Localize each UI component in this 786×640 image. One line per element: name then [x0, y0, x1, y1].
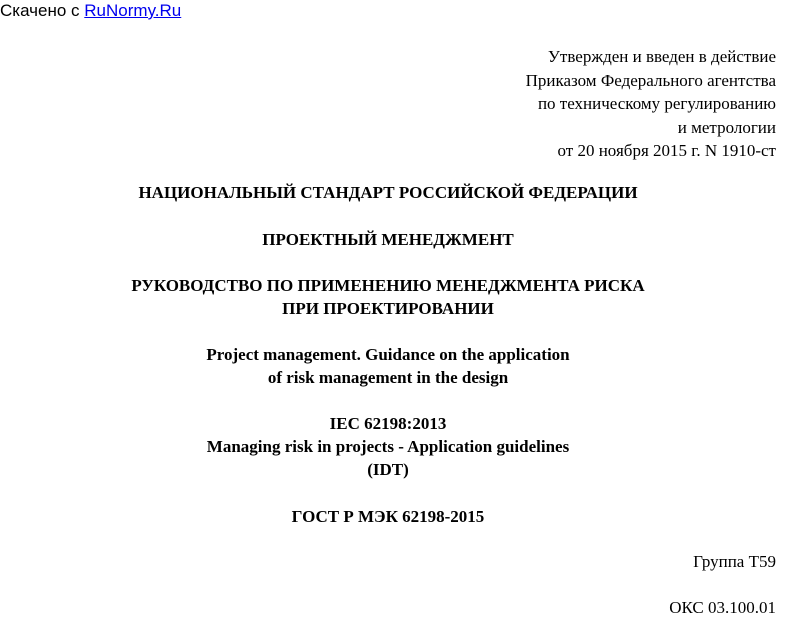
approval-line: Утвержден и введен в действие: [547, 47, 776, 66]
document-title-line: ПРИ ПРОЕКТИРОВАНИИ: [282, 299, 494, 318]
source-link[interactable]: RuNormy.Ru: [84, 1, 182, 20]
approval-line: по техническому регулированию: [537, 94, 776, 113]
approval-line: от 20 ноября 2015 г. N 1910-ст: [557, 141, 776, 160]
oks-code: ОКС 03.100.01: [669, 598, 776, 617]
iec-reference-line: IEC 62198:2013: [329, 414, 447, 433]
approval-block: [526, 45, 776, 163]
english-title: [0, 343, 776, 389]
iec-reference: [0, 412, 776, 481]
group-code: Группа Т59: [693, 552, 776, 571]
subject-heading: ПРОЕКТНЫЙ МЕНЕДЖМЕНТ: [262, 230, 514, 249]
approval-line: и метрологии: [677, 117, 776, 137]
iec-reference-line: Managing risk in projects - Application guidelines: [206, 437, 570, 456]
english-title-line: of risk management in the design: [267, 368, 509, 387]
source-note: [0, 1, 181, 21]
approval-line: Приказом Федерального агентства: [525, 70, 776, 90]
document-title-line: РУКОВОДСТВО ПО ПРИМЕНЕНИЮ МЕНЕДЖМЕНТА РИСКА: [131, 276, 645, 295]
gost-number: ГОСТ Р МЭК 62198-2015: [291, 507, 485, 526]
source-prefix: Скачено с: [0, 1, 85, 20]
english-title-line: Project management. Guidance on the application: [206, 345, 570, 364]
document-title: [0, 274, 776, 320]
national-standard-heading: НАЦИОНАЛЬНЫЙ СТАНДАРТ РОССИЙСКОЙ ФЕДЕРАЦИИ: [138, 183, 638, 202]
iec-reference-line: (IDT): [367, 460, 409, 479]
